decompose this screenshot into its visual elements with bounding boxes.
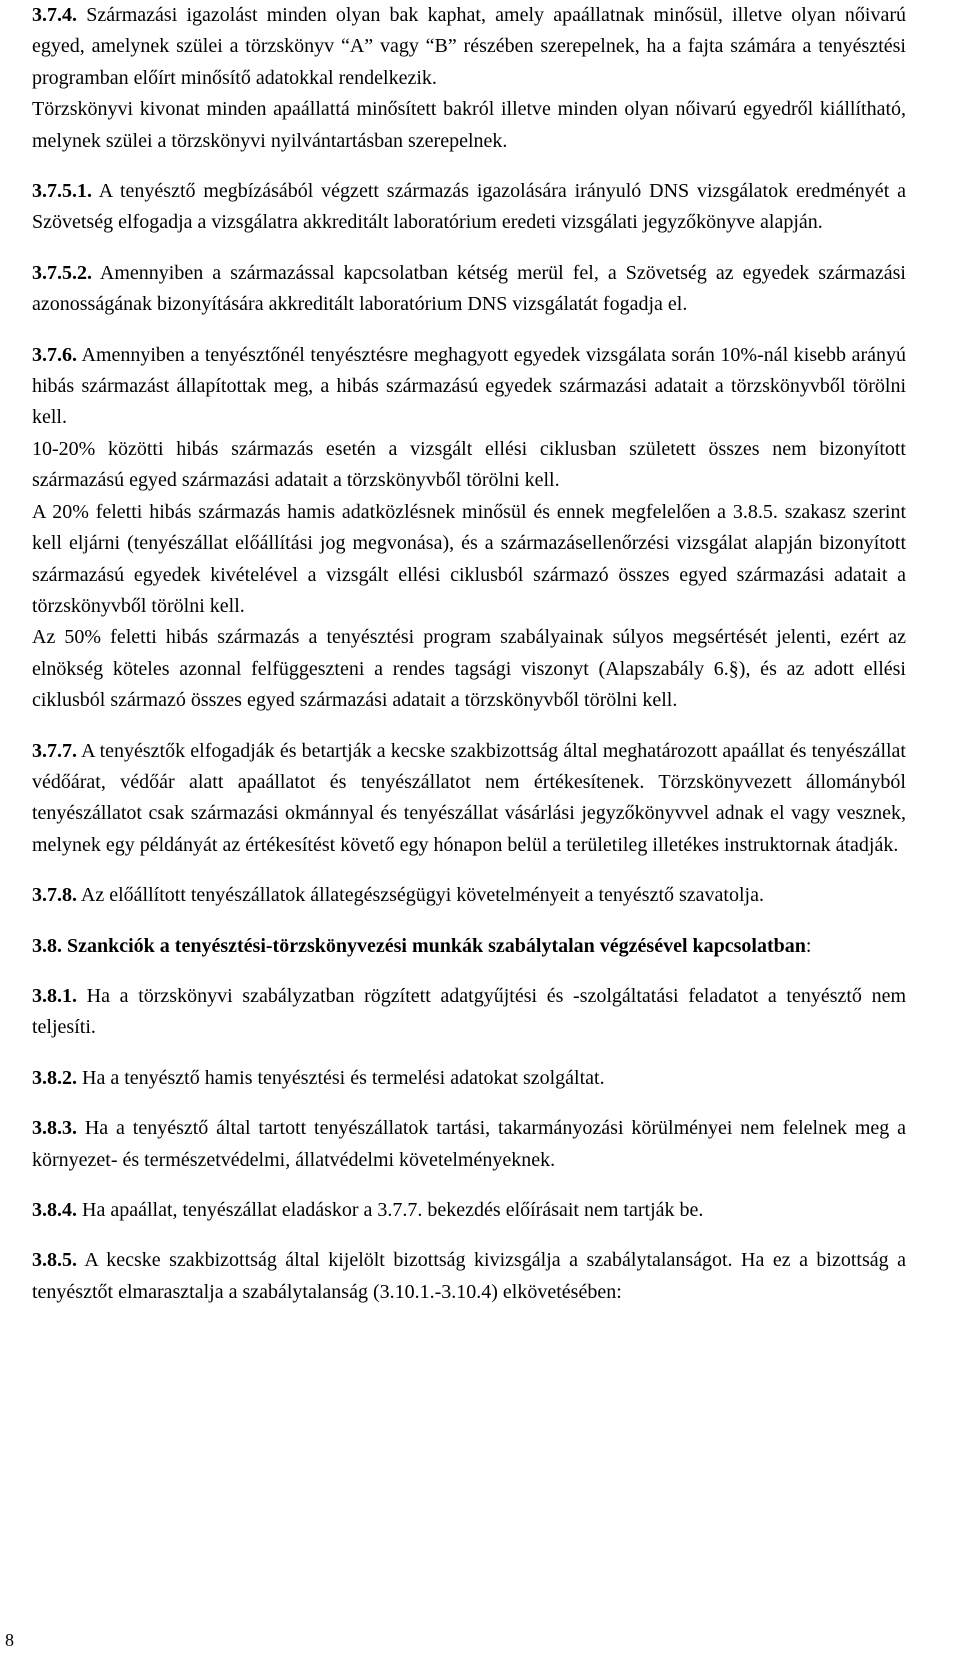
section-number: 3.8.3. — [32, 1117, 77, 1140]
section-number: 3.7.5.2. — [32, 261, 92, 284]
paragraph-text: Ha a törzskönyvi szabályzatban rögzített adatgyűjtési és -szolgáltatási feladatot a tenyésztő nem teljesíti. — [32, 984, 907, 1039]
paragraph — [32, 0, 906, 94]
paragraph — [32, 1195, 906, 1226]
paragraph — [32, 736, 906, 862]
section-number: 3.8.1. — [32, 984, 77, 1007]
paragraph — [32, 622, 906, 716]
section-number: 3.8.2. — [32, 1066, 77, 1089]
paragraph — [32, 497, 906, 623]
section-3-8-3 — [32, 1113, 906, 1176]
paragraph — [32, 434, 906, 497]
paragraph-text: 10-20% közötti hibás származás esetén a vizsgált ellési ciklusban született összes nem bizonyított származású egyed származási adatait a törzskönyvből törölni kell. — [32, 437, 906, 492]
paragraph — [32, 340, 906, 434]
section-3-8-heading — [32, 931, 906, 962]
section-number: 3.7.5.1. — [32, 180, 92, 203]
paragraph-text: Az előállított tenyészállatok állategészségügyi követelményeit a tenyésztő szavatolja. — [80, 884, 764, 907]
section-3-7-7 — [32, 736, 906, 862]
paragraph — [32, 258, 906, 321]
paragraph — [32, 880, 906, 911]
heading-title: Szankciók a tenyésztési-törzskönyvezési munkák szabálytalan végzésével kapcsolatban — [67, 934, 806, 957]
paragraph-text: A tenyésztő megbízásából végzett származás igazolására irányuló DNS vizsgálatok eredményét a Szövetség elfogadja a vizsgálatra akkreditált laboratórium eredeti vizsgálati jegyzőkönyve alapján. — [32, 180, 906, 234]
heading-tail: : — [805, 934, 812, 957]
heading-number: 3.8. — [32, 934, 62, 957]
section-3-8-5 — [32, 1245, 906, 1308]
section-3-8-1 — [32, 981, 906, 1044]
paragraph-text: A 20% feletti hibás származás hamis adatközlésnek minősül és ennek megfelelően a 3.8.5. szakasz szerint kell eljárni (tenyészállat előállítási jog megvonása), és a származásellenőrzési vizsgálat alapján bizonyított származású egyedek kivételével a vizsgált ellési ciklusból származó összes egyed származási adatait a törzskönyvből törölni kell. — [32, 500, 906, 617]
paragraph-text: A kecske szakbizottság által kijelölt bizottság kivizsgálja a szabálytalanságot. Ha ez a bizottság a tenyésztőt elmarasztalja a szabálytalanság (3.10.1.-3.10.4) elkövetésében: — [32, 1249, 906, 1303]
paragraph — [32, 1245, 906, 1308]
paragraph-text: Ha a tenyésztő hamis tenyésztési és termelési adatokat szolgáltat. — [82, 1066, 605, 1089]
section-heading — [32, 931, 906, 962]
section-3-8-2 — [32, 1063, 906, 1094]
section-number: 3.7.4. — [32, 4, 77, 26]
section-number: 3.8.5. — [32, 1249, 77, 1272]
paragraph-text: Ha a tenyésztő által tartott tenyészállatok tartási, takarmányozási körülményei nem felelnek meg a környezet- és természetvédelmi, állatvédelmi követelményeknek. — [32, 1117, 907, 1171]
paragraph — [32, 94, 906, 157]
section-number: 3.7.8. — [32, 884, 77, 907]
section-3-7-8 — [32, 880, 906, 911]
page-number: 8 — [5, 1630, 14, 1650]
section-3-7-6 — [32, 340, 906, 717]
paragraph — [32, 1063, 906, 1094]
section-3-8-4 — [32, 1195, 906, 1226]
paragraph-text: Ha apaállat, tenyészállat eladáskor a 3.7.7. bekezdés előírásait nem tartják be. — [82, 1199, 704, 1221]
paragraph-text: Amennyiben a tenyésztőnél tenyésztésre meghagyott egyedek vizsgálata során 10%-nál kisebb arányú hibás származást állapítottak meg, a hibás származású egyedek származási adatait a törzskönyvből törölni kell. — [32, 343, 907, 429]
section-3-7-4 — [32, 0, 906, 157]
paragraph-text: Törzskönyvi kivonat minden apaállattá minősített bakról illetve minden olyan nőivarú egyedről kiállítható, melynek szülei a törzskönyvi nyilvántartásban szerepelnek. — [32, 98, 906, 152]
paragraph — [32, 981, 906, 1044]
paragraph — [32, 1113, 906, 1176]
paragraph-text: Származási igazolást minden olyan bak kaphat, amely apaállatnak minősül, illetve olyan nőivarú egyed, amelynek szülei a törzskönyv “A” vagy “B” részében szerepelnek, ha a fajta számára a tenyésztési programban előírt minősítő adatokkal rendelkezik. — [32, 4, 906, 89]
paragraph — [32, 176, 906, 239]
paragraph-text: A tenyésztők elfogadják és betartják a kecske szakbizottság által meghatározott apaállat és tenyészállat védőárat, védőár alatt apaállatot és tenyészállatot nem értékesítenek. Törzskönyvezett állományból tenyészállatot csak származási okmánnyal és tenyészállat vásárlási jegyzőkönyvvel adnak el vagy vesznek, melynek egy példányát az értékesítést követő egy hónapon belül a területileg illetékes instruktornak átadják. — [32, 739, 906, 856]
document-page — [32, 0, 906, 1327]
section-number: 3.7.6. — [32, 343, 77, 366]
paragraph-text: Amennyiben a származással kapcsolatban kétség merül fel, a Szövetség az egyedek származási azonosságának bizonyítására akkreditált laboratórium DNS vizsgálatát fogadja el. — [32, 261, 906, 316]
section-3-7-5-1 — [32, 176, 906, 239]
paragraph-text: Az 50% feletti hibás származás a tenyésztési program szabályainak súlyos megsértését jelenti, ezért az elnökség köteles azonnal felfüggeszteni a rendes tagsági viszonyt (Alapszabály 6.§), és az adott ellési ciklusból származó összes egyed származási adatait a törzskönyvből törölni kell. — [32, 626, 906, 712]
section-number: 3.8.4. — [32, 1199, 77, 1221]
section-number: 3.7.7. — [32, 739, 77, 762]
section-3-7-5-2 — [32, 258, 906, 321]
